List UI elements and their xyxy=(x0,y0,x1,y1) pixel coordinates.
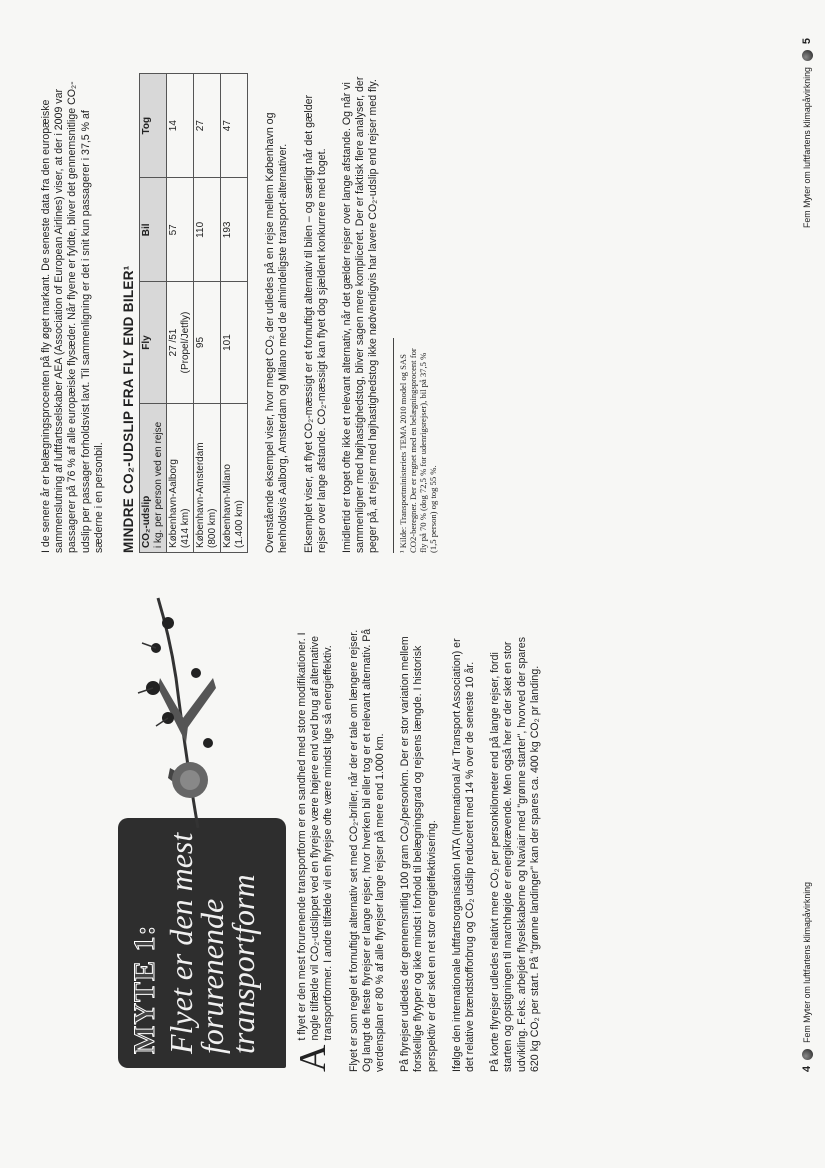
lead-paragraph xyxy=(292,622,336,1072)
footer-text: Fem Myter om luftfartens klimapåvirkning xyxy=(802,882,812,1043)
header-main: CO₂-udslip xyxy=(141,495,153,548)
tog-cell: 14 xyxy=(167,74,194,178)
paragraph: Flyet er som regel et fornuftigt alternativ set med CO₂-briller, når der er tale om længere rejser. Og langt de fleste flyrejser er lange rejser, hvor hverken bil eller tog er et relevant alternativ. På verdensplan er 80 % af alle flyrejser lange rejser på mere end 1.000 km. xyxy=(347,628,387,1072)
paragraph-text: t flyet er den mest forurenende transportform er en sandhed med store modifikationer. I nogle tilfælde vil CO₂-udslippet ved en flyrejse være højere end ved brug af alternative transportformer. I andre tilfælde vil en flyrejse ofte være mindst lige så energieffektiv. xyxy=(296,632,335,1041)
route-distance: (1.400 km) xyxy=(234,500,246,548)
route-distance: (800 km) xyxy=(207,508,219,548)
tog-cell: 27 xyxy=(194,74,221,178)
table-header-bil: Bil xyxy=(140,178,167,282)
myth-title: Flyet er den mest forurenende transportform xyxy=(163,832,261,1054)
table-header-row xyxy=(140,74,167,553)
footer-text: Fem Myter om luftfartens klimapåvirkning xyxy=(802,67,812,228)
bil-cell: 110 xyxy=(194,178,221,282)
route-name: København-Aalborg xyxy=(168,459,180,548)
myth-title-box xyxy=(118,818,286,1068)
fly-cell: 95 xyxy=(194,282,221,403)
table-heading: MINDRE CO₂-UDSLIP FRA FLY END BILER¹ xyxy=(121,265,137,553)
route-distance: (414 km) xyxy=(180,508,192,548)
paragraph: På korte flyrejser udledes relativt mere CO₂ per personkilometer end på lange rejser, fordi starten og opstigningen til marchhøjde er energikrævende. Men også her er der sket en stor udvikling. F.eks. arbejder flyselskaberne og Naviair med "grønne starter", hvorved der spares 620 kg CO₂ per start. På "grønne landinger" kan der spares ca. 400 kg CO₂ pr landing. xyxy=(489,637,541,1072)
table-header-tog: Tog xyxy=(140,74,167,178)
paragraph: Ifølge den internationale luftfartsorganisation IATA (International Air Transport Association) er det relative brændstofforbrug og CO₂ udslip reduceret med 14 % over de seneste 10 år. xyxy=(450,638,477,1072)
table-row xyxy=(167,74,194,553)
route-name: København-Milano xyxy=(222,464,234,548)
fly-cell: 101 xyxy=(221,282,248,403)
tog-cell: 47 xyxy=(221,74,248,178)
footnote: ¹ Kilde: Transportministeriets TEMA 2010 model og SAS CO2-beregner. Der er regnet med en belægningsprocent for fly på 70 % (dog 72,5 % for udenrigsrejser), bil på 37,5 % (1,5 person) og tog 55 %. xyxy=(393,338,438,553)
fly-value: 27 /51 xyxy=(168,328,180,357)
header-sub: i kg. per person ved en rejse xyxy=(153,421,165,548)
route-cell xyxy=(167,403,194,552)
leaf-globe-icon xyxy=(802,50,813,61)
footer-left xyxy=(801,882,813,1072)
page-left xyxy=(0,584,825,1168)
route-cell xyxy=(194,403,221,552)
leaf-globe-icon xyxy=(802,1049,813,1060)
table-row xyxy=(194,74,221,553)
myth-heading: MYTE 1: xyxy=(128,924,161,1054)
page-number: 5 xyxy=(801,38,813,45)
dropcap: A xyxy=(292,1044,334,1072)
route-name: København-Amsterdam xyxy=(195,442,207,548)
co2-comparison-table xyxy=(139,73,248,553)
table-header-co2 xyxy=(140,403,167,552)
paragraph: Ovenstående eksempel viser, hvor meget CO₂ der udledes på en rejse mellem København og henholdsvis Aalborg, Amsterdam og Milano med de almindeligste transport-alternativer. xyxy=(264,112,290,553)
fly-cell xyxy=(167,282,194,403)
page-number: 4 xyxy=(801,1065,813,1072)
table-header-fly: Fly xyxy=(140,282,167,403)
route-cell xyxy=(221,403,248,552)
paragraph: På flyrejser udledes der gennemsnitlig 100 gram CO₂/personkm. Der er stor variation mellem forskellige flytyper og ikke mindst i forhold til belægningsgrad og rejsens længde. I historisk perspektiv er der sket en ret stor energieffektivisering. xyxy=(399,636,438,1072)
bil-cell: 57 xyxy=(167,178,194,282)
right-article-column xyxy=(40,73,438,553)
footer-right xyxy=(801,38,813,228)
bil-cell: 193 xyxy=(221,178,248,282)
table-row xyxy=(221,74,248,553)
paragraph: Imidlertid er toget ofte ikke et relevant alternativ, når det gælder rejser over lange afstande. Og når vi sammenligner med højhastighedstog, bliver sagen mere kompliceret. Der er faktisk flere analyser, der peger på, at rejser med højhastighedstog ikke nødvendigvis har lavere CO₂-udslip end rejser med fly. xyxy=(341,76,380,553)
airplane-with-plants-icon xyxy=(128,588,248,838)
left-article-column xyxy=(292,622,554,1072)
fly-note: (Propel/Jetfly) xyxy=(180,311,192,374)
paragraph: Eksemplet viser, at flyet CO₂-mæssigt er et fornuftigt alternativ til bilen – og særligt når det gælder rejser over lange afstande. CO₂-mæssigt kan flyet dog sjældent konkurrere med toget. xyxy=(302,94,328,553)
intro-paragraph: I de senere år er belægningsprocenten på fly øget markant. De seneste data fra den europæiske sammenslutning af luftfartsselskaber AEA (Association of European Airlines) viser, at der i 2009 var passagerer på 76 % af alle europæiske flysæder. Når flyene er fyldte, bliver det gennemsnitlige CO₂-udslip per passager forholdsvist lavt. Til sammenligning er det i snit kun passagerer i 37,5 % af sæderne i en personbil. xyxy=(40,81,105,553)
